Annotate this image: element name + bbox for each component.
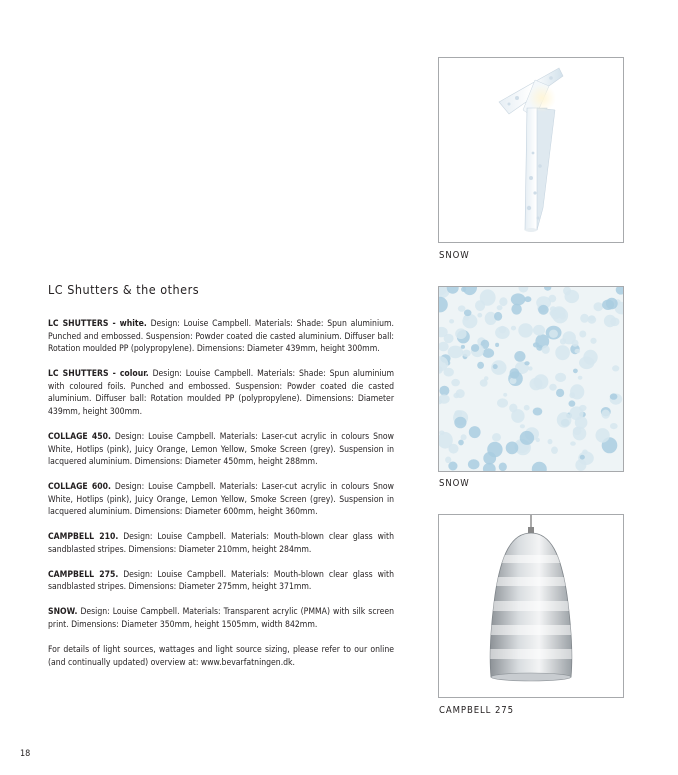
details-note: For details of light sources, wattages and light source sizing, please refer to our online (and continually updated) overview at: www.bevarfatningen.dk.: [48, 645, 394, 668]
texture-dot: [484, 376, 489, 380]
product-descriptions: [48, 318, 394, 669]
texture-dot: [524, 405, 530, 411]
texture-dot: [520, 424, 525, 428]
texture-dot: [583, 350, 597, 365]
texture-dot: [524, 361, 529, 365]
product-entry: [48, 531, 394, 556]
texture-dot: [549, 330, 558, 338]
campbell-glass-icon: [439, 515, 623, 697]
texture-dot: [439, 386, 449, 396]
product-entry: [48, 368, 394, 418]
texture-dot: [518, 323, 533, 337]
texture-dot: [497, 305, 503, 310]
texture-dot: [461, 434, 467, 440]
texture-dot: [534, 374, 549, 389]
texture-dot: [575, 459, 586, 471]
snow-pendant-icon: [439, 58, 623, 242]
texture-dot: [596, 428, 610, 443]
product-name: LC SHUTTERS - colour.: [48, 369, 149, 380]
texture-dot: [494, 312, 502, 321]
texture-dot: [483, 348, 495, 358]
texture-dot: [514, 351, 525, 362]
product-name: LC SHUTTERS - white.: [48, 319, 147, 329]
texture-dot: [477, 362, 484, 369]
texture-dot: [455, 328, 466, 339]
texture-dot: [550, 310, 557, 316]
texture-dot: [492, 433, 501, 441]
texture-dot: [464, 310, 472, 317]
product-entry: [48, 431, 394, 469]
texture-dot: [575, 349, 581, 354]
texture-dot: [468, 459, 480, 469]
texture-dot: [497, 398, 508, 407]
texture-dot: [445, 457, 451, 464]
texture-dot: [439, 431, 444, 435]
texture-dot: [548, 439, 553, 444]
snow-lamp-photo: [438, 57, 624, 243]
texture-dot: [471, 344, 479, 352]
texture-dot: [606, 298, 618, 310]
texture-dot: [506, 442, 519, 455]
snow-detail-photo: [438, 286, 624, 472]
texture-dot: [538, 305, 549, 315]
texture-dot: [462, 314, 477, 328]
product-name: CAMPBELL 210.: [48, 532, 119, 543]
texture-dot: [520, 431, 534, 445]
texture-dot: [587, 316, 596, 324]
texture-dot: [610, 393, 618, 399]
texture-dot: [469, 426, 481, 438]
product-entry: [48, 318, 394, 356]
texture-dot: [575, 416, 588, 429]
product-name: SNOW.: [48, 607, 78, 618]
texture-dot: [462, 350, 471, 357]
snow-texture-icon: [439, 287, 623, 471]
texture-dot: [594, 302, 604, 311]
product-description: Design: Louise Campbell. Materials: Laser-cut acrylic in colours Snow White, Hotlips (pink), Juicy Orange, Lemon Yellow, Smoke Screen (grey). Suspension in lacquered aluminium. Dimensions: Diameter 450mm, height 288mm.: [48, 431, 394, 468]
texture-dot: [483, 452, 496, 465]
image-caption: SNOW: [439, 250, 470, 261]
texture-dot: [495, 343, 499, 347]
texture-dot: [503, 393, 507, 397]
texture-dot: [499, 297, 507, 306]
texture-dot: [493, 364, 498, 369]
product-description: Design: Louise Campbell. Materials: Mouth-blown clear glass with sandblasted stripes. Dimensions: Diameter 210mm, height 284mm.: [48, 532, 394, 555]
texture-dot: [570, 384, 584, 399]
texture-dot: [524, 296, 531, 302]
texture-dot: [573, 369, 578, 374]
texture-dot: [551, 447, 558, 454]
product-name: COLLAGE 450.: [48, 431, 111, 442]
texture-dot: [533, 325, 545, 336]
texture-dot: [601, 410, 610, 419]
product-entry: [48, 569, 394, 594]
texture-dot: [570, 441, 576, 445]
texture-dot: [548, 295, 556, 303]
texture-dot: [511, 326, 516, 331]
texture-dot: [509, 404, 517, 413]
product-description: Design: Louise Campbell. Materials: Shade: Spun aluminium. Punched and embossed. Suspension: Powder coated die casted aluminium. Diffuser ball: Rotation moulded PP (polypropylene). Dimensions: Diameter 439mm, height 300mm.: [48, 319, 394, 355]
texture-dot: [451, 379, 460, 386]
texture-dot: [448, 462, 457, 471]
texture-dot: [578, 376, 583, 380]
image-caption: CAMPBELL 275: [439, 705, 514, 716]
texture-dot: [556, 389, 564, 397]
texture-dot: [580, 314, 589, 323]
product-name: CAMPBELL 275.: [48, 569, 119, 580]
texture-dot: [542, 345, 550, 354]
campbell-lamp-photo: [438, 514, 624, 698]
texture-dot: [458, 440, 464, 446]
texture-dot: [510, 368, 520, 379]
product-description: Design: Louise Campbell. Materials: Transparent acrylic (PMMA) with silk screen print. Dimensions: Diameter 350mm, height 1505mm, width 842mm.: [48, 607, 394, 631]
section-title: LC Shutters & the others: [48, 282, 200, 297]
texture-dot: [477, 313, 482, 318]
texture-dot: [579, 331, 586, 338]
texture-dot: [580, 455, 585, 460]
page-number: 18: [20, 749, 31, 759]
texture-dot: [590, 338, 596, 344]
texture-dot: [569, 400, 576, 406]
product-name: COLLAGE 600.: [48, 482, 111, 493]
texture-dot: [549, 384, 556, 391]
product-entry: [48, 481, 394, 519]
image-caption: SNOW: [439, 478, 470, 489]
texture-dot: [555, 345, 570, 360]
product-description: Design: Louise Campbell. Materials: Mouth-blown clear glass with sandblasted stripes. Dimensions: Diameter 275mm, height 371mm.: [48, 569, 394, 593]
texture-dot: [448, 346, 463, 359]
texture-dot: [449, 319, 454, 323]
texture-dot: [604, 315, 616, 327]
texture-dot: [458, 305, 466, 311]
texture-dot: [560, 338, 566, 344]
texture-dot: [557, 412, 572, 428]
texture-dot: [563, 287, 571, 295]
texture-dot: [495, 326, 510, 339]
texture-dot: [461, 345, 465, 349]
texture-dot: [528, 366, 532, 370]
product-entry: [48, 606, 394, 631]
texture-dot: [555, 373, 566, 382]
texture-dot: [499, 463, 507, 472]
texture-dot: [454, 417, 466, 429]
texture-dot: [612, 365, 619, 371]
texture-dot: [610, 423, 618, 429]
texture-dot: [475, 300, 485, 311]
texture-dot: [573, 427, 587, 441]
texture-dot: [511, 293, 526, 305]
texture-dot: [439, 394, 450, 403]
product-description: Design: Louise Campbell. Materials: Shade: Spun aluminium with coloured foils. Punched and embossed. Suspension: Powder coated die casted aluminium. Diffuser ball: Rotation moulded PP (polypropylene). Dimensions: Diameter 439mm, height 300mm.: [48, 369, 394, 417]
texture-dot: [533, 408, 543, 416]
product-description: Design: Louise Campbell. Materials: Laser-cut acrylic in colours Snow White, Hotlips (pink), Juicy Orange, Lemon Yellow, Smoke Screen (grey). Suspension in lacquered aluminium. Dimensions: Diameter 600mm, height 360mm.: [48, 482, 394, 518]
texture-dot: [456, 389, 465, 398]
